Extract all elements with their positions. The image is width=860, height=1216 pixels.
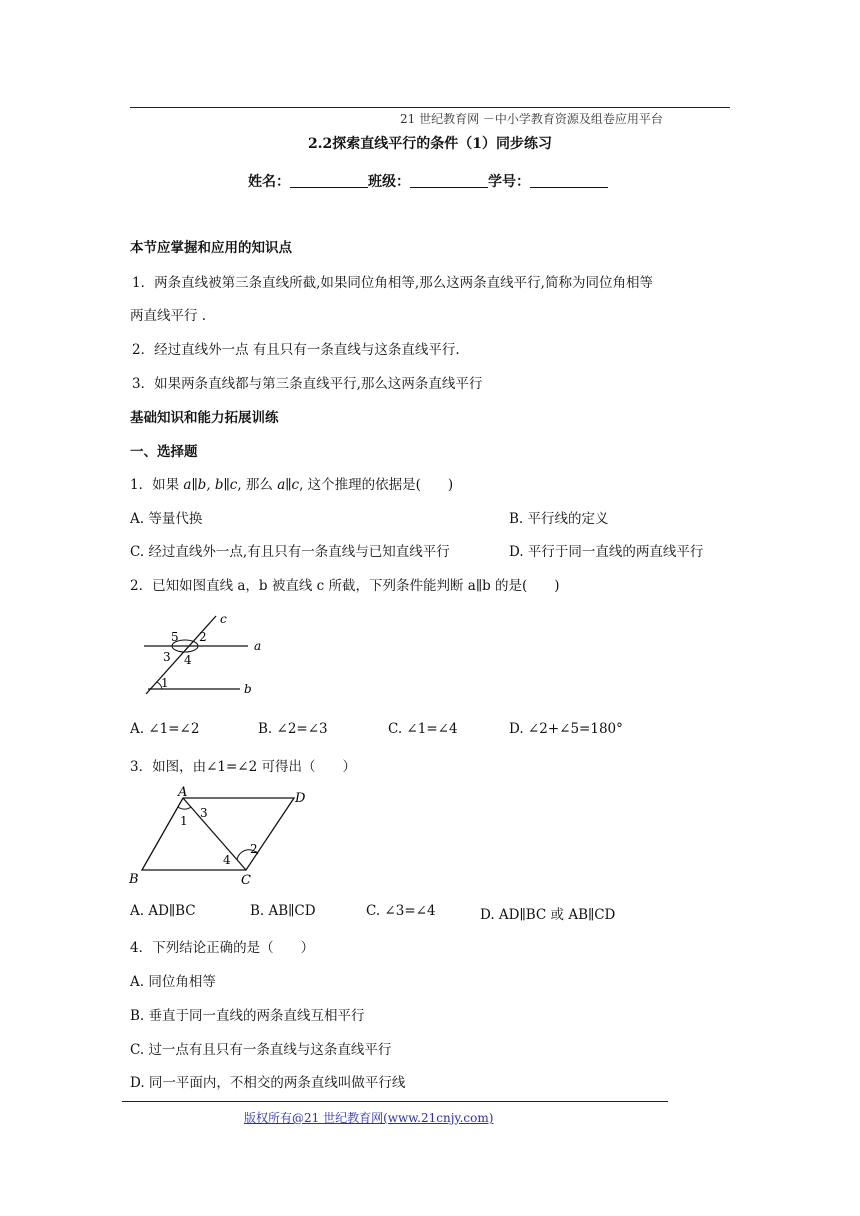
angle-label-2: 2 xyxy=(250,842,258,856)
vertex-label-c: C xyxy=(241,873,251,888)
knowledge-point-2: 2．经过直线外一点 有且只有一条直线与这条直线平行. xyxy=(132,342,460,358)
knowledge-point-1-line-1: 1．两条直线被第三条直线所截,如果同位角相等,那么这两条直线平行,简称为同位角相等 xyxy=(132,275,653,291)
angle-label-3: 3 xyxy=(163,650,171,664)
parallelogram-abcd xyxy=(142,798,294,870)
angle-label-3: 3 xyxy=(200,806,208,820)
name-blank xyxy=(290,174,368,188)
q1-stem-e: , 这个推理的依据是( ) xyxy=(299,477,454,493)
q4-option-c: C. 过一点有且只有一条直线与这条直线平行 xyxy=(130,1042,392,1058)
id-blank xyxy=(530,174,608,188)
vertex-label-b: B xyxy=(129,872,139,887)
id-label: 学号： xyxy=(488,174,530,190)
label-c: c xyxy=(220,612,227,626)
angle-label-1: 1 xyxy=(180,814,188,828)
q3-option-c: C. ∠3=∠4 xyxy=(366,903,436,919)
knowledge-point-3: 3．如果两条直线都与第三条直线平行,那么这两条直线平行 xyxy=(132,376,483,392)
line-c xyxy=(146,616,216,694)
vertex-label-d: D xyxy=(295,791,306,806)
q4-option-d: D. 同一平面内，不相交的两条直线叫做平行线 xyxy=(130,1075,406,1091)
q1-stem-d: a∥c xyxy=(277,477,300,493)
q2-option-a: A. ∠1=∠2 xyxy=(130,721,200,737)
label-a: a xyxy=(254,639,262,653)
q3-option-d: D. AD∥BC 或 AB∥CD xyxy=(480,907,616,923)
page-title: 2.2探索直线平行的条件（1）同步练习 xyxy=(307,136,553,152)
angle-label-4: 4 xyxy=(184,653,192,667)
q3-stem: 3．如图，由∠1=∠2 可得出（ ） xyxy=(130,759,356,775)
knowledge-point-1-line-2: 两直线平行 . xyxy=(130,308,207,324)
footer-copyright-link[interactable]: 版权所有@21 世纪教育网(www.21cnjy.com) xyxy=(244,1111,494,1125)
q1-option-b: B. 平行线的定义 xyxy=(509,511,609,527)
q4-stem: 4．下列结论正确的是（ ） xyxy=(130,940,315,956)
header-text: 21 世纪教育网 －中小学教育资源及组卷应用平台 xyxy=(400,112,663,126)
q1-option-d: D. 平行于同一直线的两直线平行 xyxy=(509,544,704,560)
q2-option-c: C. ∠1=∠4 xyxy=(388,721,458,737)
class-blank xyxy=(410,174,488,188)
header-rule xyxy=(130,107,730,108)
angle-label-4: 4 xyxy=(223,853,231,867)
q4-option-b: B. 垂直于同一直线的两条直线互相平行 xyxy=(130,1008,365,1024)
q2-option-b: B. ∠2=∠3 xyxy=(258,721,328,737)
q1-option-a: A. 等量代换 xyxy=(130,511,203,527)
class-label: 班级： xyxy=(368,174,410,190)
q2-stem: 2．已知如图直线 a，b 被直线 c 所截，下列条件能判断 a∥b 的是( ) xyxy=(130,578,560,594)
q4-option-a: A. 同位角相等 xyxy=(130,974,216,990)
q2-figure xyxy=(136,612,276,707)
q2-option-d: D. ∠2+∠5=180° xyxy=(509,721,623,737)
q1-stem-a: 1．如果 xyxy=(130,477,184,493)
angle-label-1: 1 xyxy=(161,676,169,690)
q1-stem-b: a∥b, b∥c xyxy=(183,477,238,493)
section-heading: 基础知识和能力拓展训练 xyxy=(130,410,279,426)
q1-stem xyxy=(130,473,453,493)
student-info-line xyxy=(248,171,608,191)
knowledge-heading: 本节应掌握和应用的知识点 xyxy=(130,240,292,256)
label-b: b xyxy=(244,682,252,696)
q3-option-a: A. AD∥BC xyxy=(130,903,196,919)
section-subheading: 一、选择题 xyxy=(130,444,198,460)
name-label: 姓名： xyxy=(248,174,290,190)
angle-label-2: 2 xyxy=(199,630,207,644)
q3-option-b: B. AB∥CD xyxy=(250,903,316,919)
angle-arc-a xyxy=(178,807,191,809)
footer-rule xyxy=(122,1101,668,1102)
q1-option-c: C. 经过直线外一点,有且只有一条直线与已知直线平行 xyxy=(130,544,450,560)
q1-stem-c: , 那么 xyxy=(237,477,278,493)
vertex-label-a: A xyxy=(178,785,188,800)
angle-label-5: 5 xyxy=(171,630,179,644)
q3-figure xyxy=(126,784,316,890)
diagonal-ac xyxy=(183,798,246,870)
